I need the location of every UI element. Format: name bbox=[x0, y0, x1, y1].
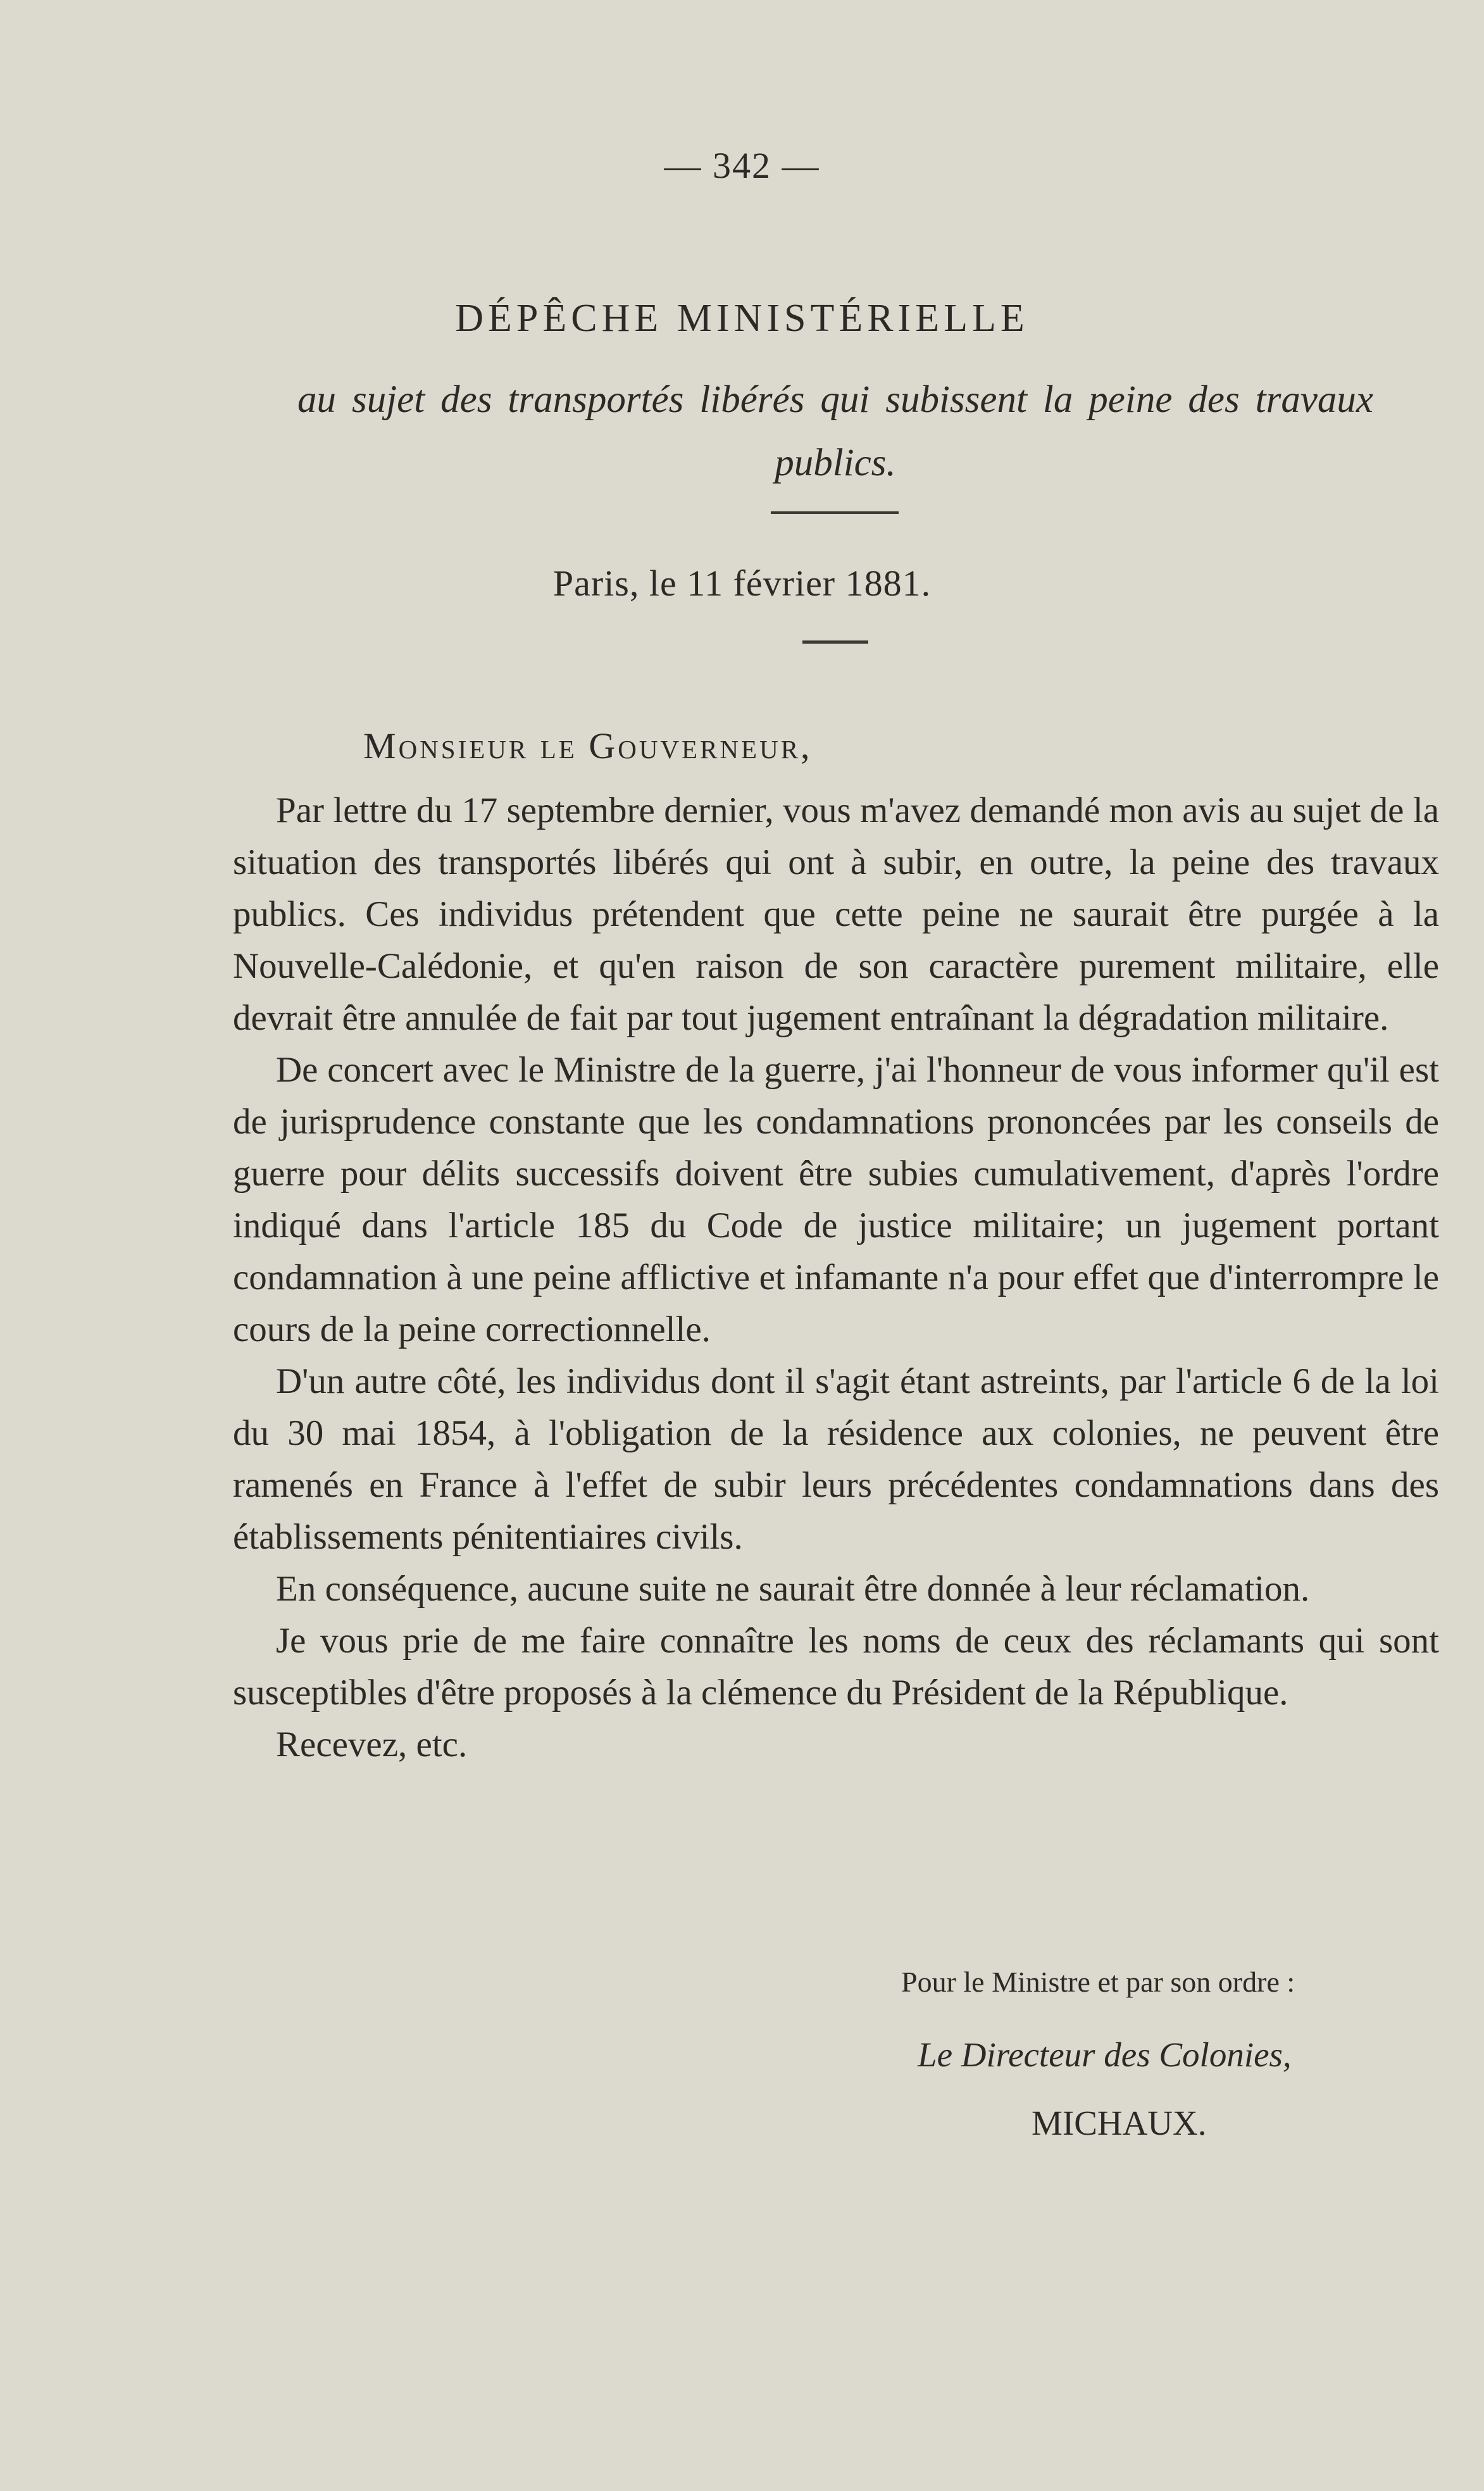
separator-rule bbox=[771, 511, 899, 514]
document-subtitle: au sujet des transportés libérés qui subissent la peine des travaux publics. bbox=[297, 378, 1373, 484]
paragraph: Par lettre du 17 septembre dernier, vous m'avez demandé mon avis au sujet de la situation des transportés libérés qui ont à subir, en outre, la peine des travaux publics. Ces individus prétendent que cette peine ne saurait être purgée à la Nouvelle-Calédonie, et qu'en raison de son caractère purement militaire, elle devrait être annulée de fait par tout jugement entraînant la dégradation militaire. bbox=[233, 790, 1439, 1038]
paragraph: Recevez, etc. bbox=[276, 1725, 468, 1764]
salutation: Monsieur le Gouverneur, bbox=[363, 725, 813, 766]
separator-rule-short bbox=[802, 640, 868, 644]
paragraph: D'un autre côté, les individus dont il s'agit étant astreints, par l'article 6 de la loi du 30 mai 1854, à l'obligation de la résidence aux colonies, ne peuvent être ramenés en France à l'effet de subir leurs précédentes condamnations dans des établissements pénitentiaires civils. bbox=[233, 1361, 1439, 1557]
signature-title: Le Directeur des Colonies, bbox=[918, 2035, 1292, 2074]
page-number: — 342 — bbox=[664, 145, 820, 186]
letter-body bbox=[233, 785, 1439, 1771]
paragraph: De concert avec le Ministre de la guerre, j'ai l'honneur de vous informer qu'il est de jurisprudence constante que les condamnations prononcées par les conseils de guerre pour délits successifs doivent être subies cumulativement, d'après l'ordre indiqué dans l'article 185 du Code de justice militaire; un jugement portant condamnation à une peine afflictive et infamante n'a pour effet que d'interrompre le cours de la peine correctionnelle. bbox=[233, 1050, 1439, 1349]
dateline: Paris, le 11 février 1881. bbox=[552, 563, 932, 604]
paragraph: En conséquence, aucune suite ne saurait être donnée à leur réclamation. bbox=[276, 1569, 1310, 1609]
signature-name: MICHAUX. bbox=[1032, 2104, 1207, 2142]
document-title: DÉPÊCHE MINISTÉRIELLE bbox=[455, 297, 1029, 340]
signature-authority: Pour le Ministre et par son ordre : bbox=[901, 1966, 1295, 1998]
paragraph: Je vous prie de me faire connaître les noms de ceux des réclamants qui sont susceptibles d'être proposés à la clémence du Président de la République. bbox=[233, 1621, 1439, 1713]
